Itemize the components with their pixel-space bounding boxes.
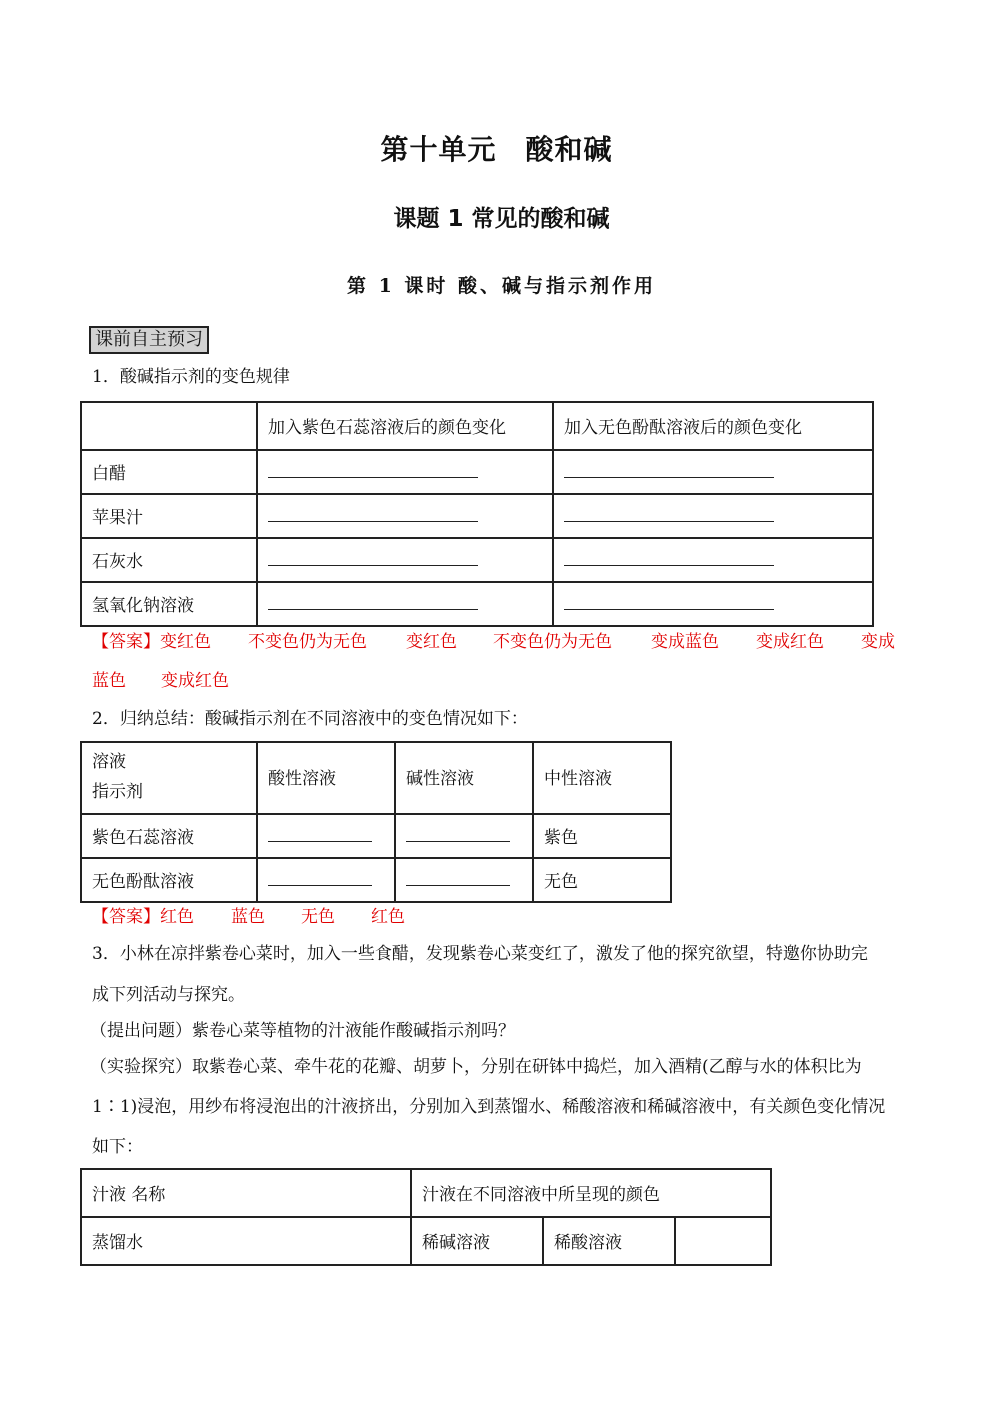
answer-blank[interactable] bbox=[564, 587, 774, 610]
q1-answer-item: 不变色仍为无色 bbox=[248, 632, 367, 652]
q2-answer-item: 无色 bbox=[301, 907, 335, 927]
q3-col-acid: 稀酸溶液 bbox=[543, 1217, 675, 1265]
answer-blank[interactable] bbox=[268, 543, 478, 566]
q1-blank-cell bbox=[257, 538, 553, 582]
q1-answer-item: 变成红色 bbox=[161, 671, 229, 691]
answer-blank[interactable] bbox=[268, 587, 478, 610]
answer-blank[interactable] bbox=[406, 863, 510, 886]
q1-answer-item: 变成 bbox=[861, 632, 895, 652]
q1-row-label: 白醋 bbox=[81, 450, 257, 494]
q1-answer-item: 不变色仍为无色 bbox=[493, 632, 612, 652]
answer-blank[interactable] bbox=[406, 819, 510, 842]
q2-corner-bottom: 指示剂 bbox=[92, 782, 143, 802]
q1-blank-cell bbox=[553, 494, 873, 538]
q1-answer-item: 变成蓝色 bbox=[651, 632, 719, 652]
q2-table bbox=[80, 741, 672, 903]
q2-blank-cell bbox=[395, 858, 533, 902]
q3-header-name: 汁液 名称 bbox=[81, 1169, 411, 1217]
q1-row-label: 石灰水 bbox=[81, 538, 257, 582]
q1-blank-cell bbox=[553, 538, 873, 582]
q3-col-base: 稀碱溶液 bbox=[411, 1217, 543, 1265]
q1-prompt: 1．酸碱指示剂的变色规律 bbox=[92, 367, 290, 387]
answer-blank[interactable] bbox=[268, 455, 478, 478]
q1-answer-line1 bbox=[0, 630, 993, 654]
q1-header-empty bbox=[81, 402, 257, 450]
q2-row-label: 紫色石蕊溶液 bbox=[81, 814, 257, 858]
q2-answer-item: 蓝色 bbox=[231, 907, 265, 927]
q2-neutral-value: 无色 bbox=[533, 858, 671, 902]
answer-blank[interactable] bbox=[564, 455, 774, 478]
q3-line2: 成下列活动与探究。 bbox=[92, 985, 245, 1005]
q3-line6: 如下： bbox=[92, 1137, 143, 1157]
q2-blank-cell bbox=[257, 814, 395, 858]
q2-answer-item: 【答案】红色 bbox=[92, 907, 194, 927]
q2-header-neutral: 中性溶液 bbox=[533, 742, 671, 814]
q1-answer-item: 变成红色 bbox=[756, 632, 824, 652]
answer-blank[interactable] bbox=[268, 863, 372, 886]
answer-blank[interactable] bbox=[564, 499, 774, 522]
q3-table bbox=[80, 1168, 772, 1266]
q2-blank-cell bbox=[395, 814, 533, 858]
q2-answer-item: 红色 bbox=[371, 907, 405, 927]
q1-row-label: 苹果汁 bbox=[81, 494, 257, 538]
q2-header-base: 碱性溶液 bbox=[395, 742, 533, 814]
q3-line1: 3．小林在凉拌紫卷心菜时，加入一些食醋，发现紫卷心菜变红了，激发了他的探究欲望，特邀你协助完 bbox=[92, 944, 868, 964]
q1-blank-cell bbox=[257, 450, 553, 494]
q2-neutral-value: 紫色 bbox=[533, 814, 671, 858]
section-label: 课前自主预习 bbox=[89, 326, 209, 354]
q2-prompt: 2．归纳总结：酸碱指示剂在不同溶液中的变色情况如下： bbox=[92, 709, 528, 729]
answer-blank[interactable] bbox=[564, 543, 774, 566]
q1-answer-line2 bbox=[0, 669, 993, 693]
q1-answer-item: 【答案】变红色 bbox=[92, 632, 211, 652]
q1-table bbox=[80, 401, 874, 627]
q1-header-phenol: 加入无色酚酞溶液后的颜色变化 bbox=[553, 402, 873, 450]
q2-blank-cell bbox=[257, 858, 395, 902]
q1-blank-cell bbox=[553, 450, 873, 494]
q1-blank-cell bbox=[553, 582, 873, 626]
q1-answer-item: 蓝色 bbox=[92, 671, 126, 691]
q2-answer-line bbox=[0, 905, 993, 929]
q3-question: （提出问题）紫卷心菜等植物的汁液能作酸碱指示剂吗？ bbox=[90, 1021, 515, 1041]
lesson-title: 第 1 课时 酸、碱与指示剂作用 bbox=[346, 275, 657, 297]
unit-title: 第十单元 酸和碱 bbox=[380, 133, 613, 166]
q2-row-label: 无色酚酞溶液 bbox=[81, 858, 257, 902]
answer-blank[interactable] bbox=[268, 499, 478, 522]
q3-col-empty bbox=[675, 1217, 771, 1265]
q1-blank-cell bbox=[257, 494, 553, 538]
topic-title: 课题 1 常见的酸和碱 bbox=[393, 206, 610, 232]
q2-corner-top: 溶液 bbox=[92, 752, 126, 772]
q2-header-acid: 酸性溶液 bbox=[257, 742, 395, 814]
q1-header-litmus: 加入紫色石蕊溶液后的颜色变化 bbox=[257, 402, 553, 450]
q3-header-color: 汁液在不同溶液中所呈现的颜色 bbox=[411, 1169, 771, 1217]
q3-row-name: 蒸馏水 bbox=[81, 1217, 411, 1265]
q2-corner-cell bbox=[81, 742, 257, 814]
q1-row-label: 氢氧化钠溶液 bbox=[81, 582, 257, 626]
answer-blank[interactable] bbox=[268, 819, 372, 842]
q1-blank-cell bbox=[257, 582, 553, 626]
q3-line5: 1∶1)浸泡，用纱布将浸泡出的汁液挤出，分别加入到蒸馏水、稀酸溶液和稀碱溶液中，有关颜色变化情况 bbox=[92, 1097, 886, 1117]
q1-answer-item: 变红色 bbox=[406, 632, 457, 652]
q3-line4: （实验探究）取紫卷心菜、牵牛花的花瓣、胡萝卜，分别在研钵中捣烂，加入酒精(乙醇与水的体积比为 bbox=[90, 1057, 862, 1077]
